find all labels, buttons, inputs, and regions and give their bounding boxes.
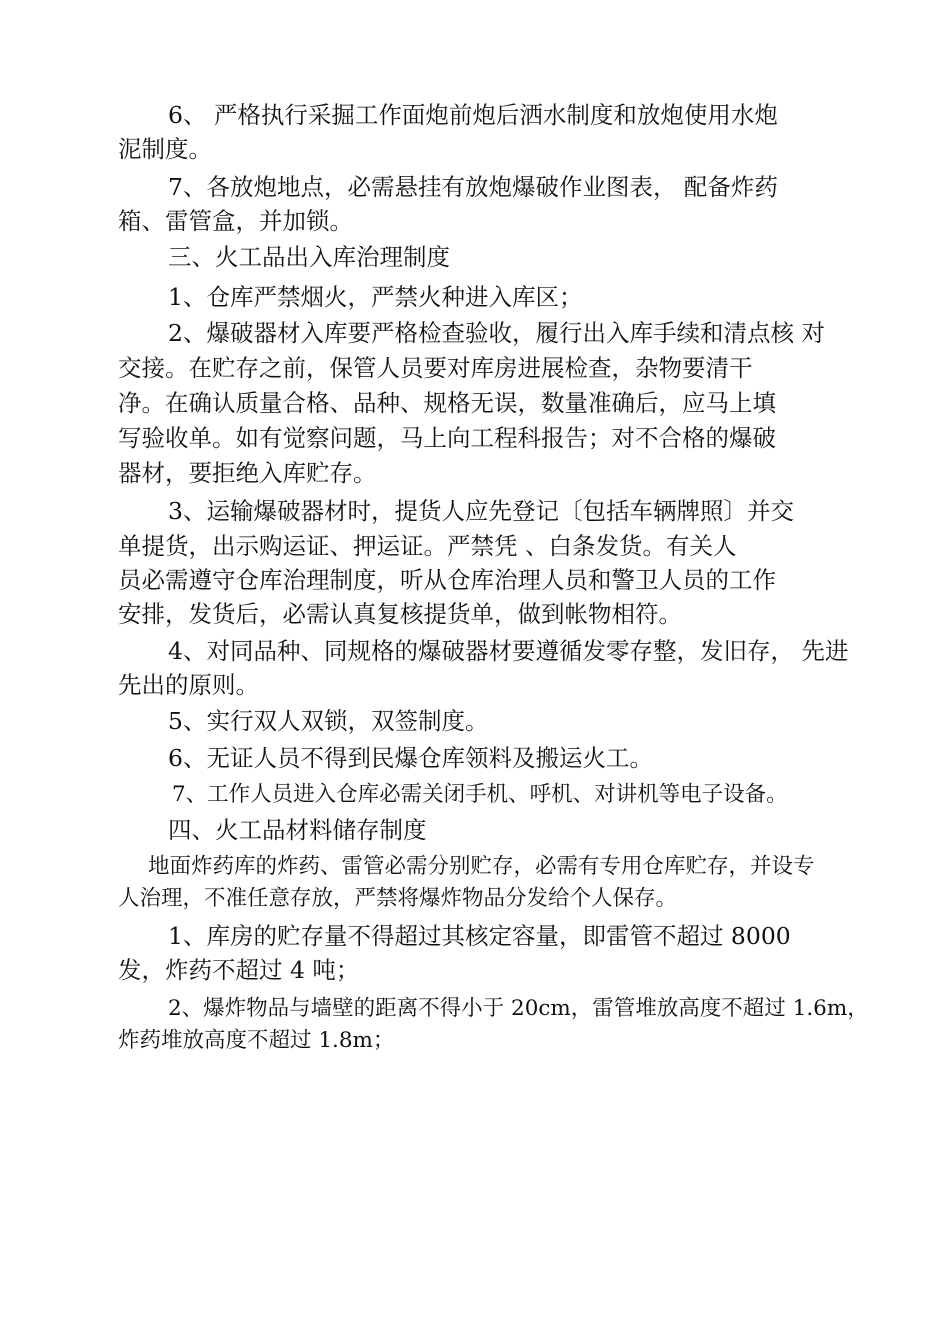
text-line: 5、实行双人双锁，双签制度。: [168, 707, 489, 735]
text-line: 人治理，不准任意存放，严禁将爆炸物品分发给个人保存。: [118, 886, 678, 911]
text-line: 箱、雷管盒，并加锁。: [118, 207, 353, 235]
text-line: 7、各放炮地点，必需悬挂有放炮爆破作业图表， 配备炸药: [168, 173, 778, 201]
text-line: 6、无证人员不得到民爆仓库领料及搬运火工。: [168, 744, 653, 772]
text-line: 单提货，出示购运证、押运证。严禁凭 、白条发货。有关人: [118, 532, 737, 560]
text-line: 先出的原则。: [118, 671, 259, 699]
text-line: 6、 严格执行采掘工作面炮前炮后洒水制度和放炮使用水炮: [168, 101, 778, 129]
section-heading: 四、火工品材料储存制度: [168, 816, 427, 844]
text-line: 净。在确认质量合格、品种、规格无误，数量准确后，应马上填: [118, 389, 776, 417]
text-line: 器材，要拒绝入库贮存。: [118, 459, 377, 487]
text-line: 泥制度。: [118, 135, 212, 163]
text-line: 交接。在贮存之前，保管人员要对库房进展检查，杂物要清干: [118, 354, 753, 382]
text-line: 发，炸药不超过 4 吨；: [118, 956, 360, 984]
text-line: 4、对同品种、同规格的爆破器材要遵循发零存整，发旧存， 先进: [168, 637, 849, 665]
text-line: 员必需遵守仓库治理制度，听从仓库治理人员和警卫人员的工作: [118, 566, 776, 594]
text-line: 1、库房的贮存量不得超过其核定容量，即雷管不超过 8000: [168, 922, 791, 950]
text-line: 1、仓库严禁烟火，严禁火种进入库区；: [168, 283, 583, 311]
text-line: 2、爆破器材入库要严格检查验收，履行出入库手续和清点核 对: [168, 319, 825, 347]
text-line: 炸药堆放高度不超过 1.8m；: [118, 1028, 395, 1053]
text-line: 2、爆炸物品与墙壁的距离不得小于 20cm，雷管堆放高度不超过 1.6m，: [168, 996, 869, 1021]
text-line: 写验收单。如有觉察问题，马上向工程科报告；对不合格的爆破: [118, 424, 776, 452]
section-heading: 三、火工品出入库治理制度: [168, 243, 450, 271]
text-line: 3、运输爆破器材时，提货人应先登记〔包括车辆牌照〕并交: [168, 497, 794, 525]
text-line: 安排，发货后，必需认真复核提货单，做到帐物相符。: [118, 600, 682, 628]
text-line: 地面炸药库的炸药、雷管必需分别贮存，必需有专用仓库贮存，并设专: [148, 854, 815, 879]
text-line: 7、工作人员进入仓库必需关闭手机、呼机、对讲机等电子设备。: [172, 782, 788, 807]
